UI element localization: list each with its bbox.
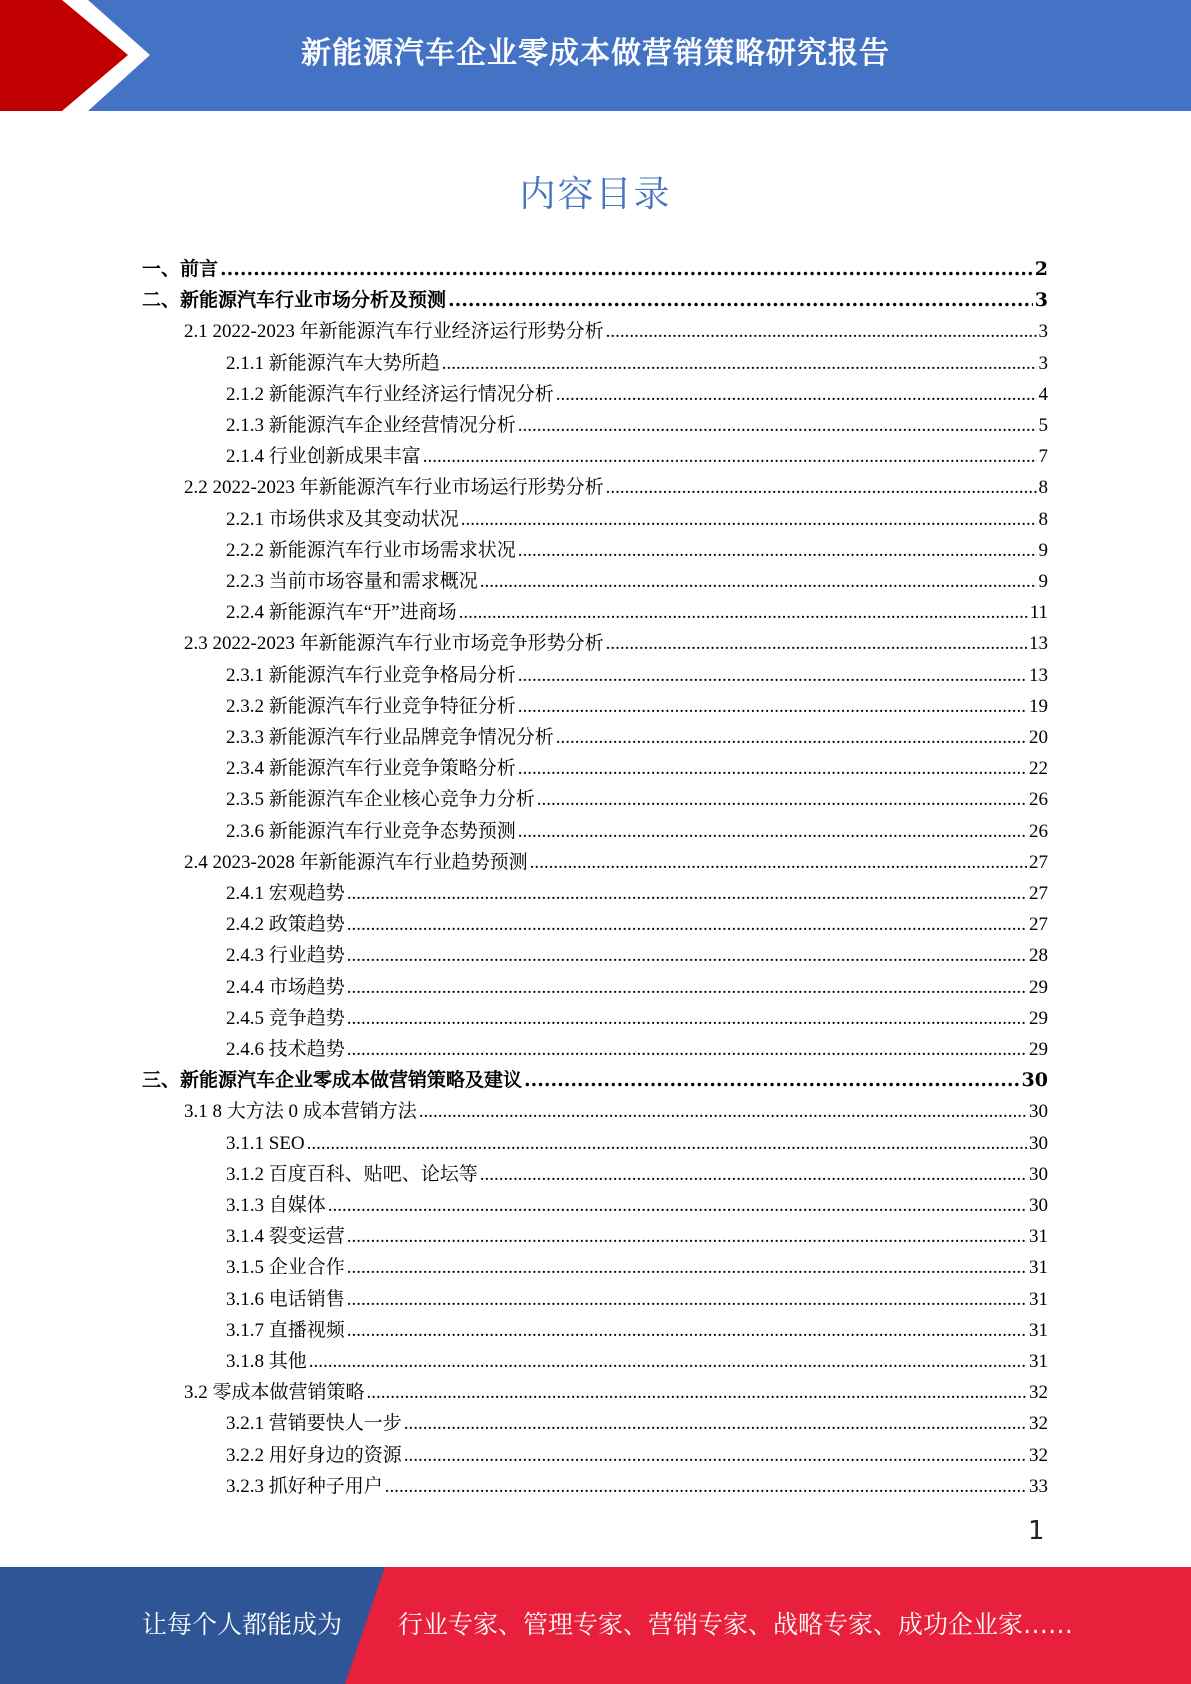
toc-dot-leader — [347, 1221, 1027, 1252]
toc-dot-leader — [367, 1377, 1027, 1408]
toc-entry-page: 27 — [1029, 851, 1048, 873]
toc-entry[interactable] — [142, 1190, 1048, 1221]
toc-entry-page: 8 — [1038, 508, 1048, 530]
toc-entry-page: 11 — [1029, 602, 1048, 624]
toc-entry[interactable] — [142, 1315, 1048, 1346]
toc-entry-label: 2.2.4 新能源汽车“开”进商场 — [226, 602, 457, 624]
toc-dot-leader — [459, 597, 1028, 628]
toc-entry-label: 3.1.7 直播视频 — [226, 1319, 345, 1341]
toc-dot-leader — [606, 316, 1037, 347]
toc-entry-label: 3.1.3 自媒体 — [226, 1195, 326, 1216]
toc-entry-page: 31 — [1029, 1319, 1048, 1341]
toc-dot-leader — [448, 285, 1033, 316]
toc-dot-leader — [347, 1315, 1027, 1346]
toc-entry-label: 2.1.2 新能源汽车行业经济运行情况分析 — [226, 383, 554, 405]
toc-entry[interactable] — [142, 847, 1048, 878]
toc-entry-page: 31 — [1029, 1351, 1048, 1372]
toc-entry[interactable] — [142, 972, 1048, 1003]
toc-entry[interactable] — [142, 878, 1048, 909]
toc-entry-label: 2.1.1 新能源汽车大势所趋 — [226, 352, 440, 374]
toc-entry-label: 2.3 2022-2023 年新能源汽车行业市场竞争形势分析 — [184, 633, 604, 655]
toc-entry[interactable] — [142, 1284, 1048, 1315]
toc-entry[interactable] — [142, 1034, 1048, 1065]
toc-entry-label: 3.2 零成本做营销策略 — [184, 1382, 365, 1404]
toc-entry-page: 20 — [1029, 727, 1048, 748]
toc-dot-leader — [404, 1408, 1027, 1439]
toc-entry-label: 2.4 2023-2028 年新能源汽车行业趋势预测 — [184, 851, 528, 873]
footer-slogan-right: 行业专家、管理专家、营销专家、战略专家、成功企业家…… — [398, 1610, 1074, 1639]
toc-entry[interactable] — [142, 1252, 1048, 1283]
toc-entry-page: 31 — [1029, 1288, 1048, 1310]
toc-dot-leader — [404, 1440, 1027, 1471]
toc-entry-page: 29 — [1029, 1039, 1048, 1060]
toc-entry-page: 13 — [1029, 664, 1048, 686]
toc-dot-leader — [556, 379, 1037, 410]
toc-entry-label: 一、前言 — [142, 258, 219, 280]
toc-entry-page: 9 — [1038, 571, 1048, 592]
toc-dot-leader — [347, 1284, 1027, 1315]
toc-dot-leader — [518, 816, 1027, 847]
toc-entry[interactable] — [142, 504, 1048, 535]
toc-entry[interactable] — [142, 660, 1048, 691]
toc-entry-label: 3.1.5 企业合作 — [226, 1257, 345, 1279]
toc-entry-page: 31 — [1029, 1257, 1048, 1279]
toc-entry[interactable] — [142, 348, 1048, 379]
toc-entry-label: 2.4.4 市场趋势 — [226, 976, 345, 998]
toc-entry-page: 30 — [1029, 1195, 1048, 1216]
toc-entry-page: 26 — [1029, 789, 1048, 811]
toc-entry-label: 三、新能源汽车企业零成本做营销策略及建议 — [142, 1069, 523, 1092]
toc-dot-leader — [309, 1346, 1027, 1377]
toc-entry[interactable] — [142, 1408, 1048, 1439]
toc-entry-page: 4 — [1038, 383, 1048, 405]
toc-dot-leader — [480, 566, 1037, 597]
toc-entry-label: 2.1.3 新能源汽车企业经营情况分析 — [226, 415, 516, 436]
toc-entry-page: 7 — [1038, 446, 1048, 468]
toc-entry-label: 2.2 2022-2023 年新能源汽车行业市场运行形势分析 — [184, 477, 604, 499]
toc-entry-label: 2.2.2 新能源汽车行业市场需求状况 — [226, 539, 516, 561]
toc-dot-leader — [347, 1034, 1027, 1065]
toc-entry-page: 26 — [1029, 820, 1048, 842]
toc-entry-label: 2.2.1 市场供求及其变动状况 — [226, 508, 459, 530]
toc-entry-page: 13 — [1029, 633, 1048, 655]
toc-entry-page: 29 — [1029, 976, 1048, 998]
toc-dot-leader — [606, 472, 1037, 503]
toc-entry[interactable] — [142, 1440, 1048, 1471]
toc-entry[interactable] — [142, 1346, 1048, 1377]
toc-dot-leader — [347, 878, 1027, 909]
footer-banner — [0, 1567, 1191, 1684]
toc-entry-page: 22 — [1029, 758, 1048, 780]
toc-entry-label: 2.3.4 新能源汽车行业竞争策略分析 — [226, 758, 516, 780]
toc-dot-leader — [518, 410, 1037, 441]
page-number: 1 — [1028, 1516, 1045, 1546]
toc-entry[interactable] — [142, 940, 1048, 971]
toc-dot-leader — [347, 940, 1027, 971]
toc-dot-leader — [524, 1065, 1020, 1096]
toc-entry-page: 30 — [1021, 1069, 1048, 1092]
toc-dot-leader — [530, 847, 1027, 878]
toc-dot-leader — [347, 972, 1027, 1003]
toc-entry[interactable] — [142, 1471, 1048, 1502]
toc-entry-page: 5 — [1038, 415, 1048, 436]
toc-entry-page: 19 — [1029, 695, 1048, 717]
footer-slogan-left: 让每个人都能成为 — [142, 1610, 343, 1639]
toc-entry-label: 2.3.6 新能源汽车行业竞争态势预测 — [226, 820, 516, 842]
toc-entry-page: 2 — [1034, 258, 1048, 280]
toc-entry[interactable] — [142, 535, 1048, 566]
toc-dot-leader — [537, 784, 1027, 815]
toc-dot-leader — [442, 348, 1037, 379]
toc-dot-leader — [347, 1252, 1027, 1283]
toc-entry-label: 2.3.3 新能源汽车行业品牌竞争情况分析 — [226, 727, 554, 748]
toc-entry-page: 32 — [1029, 1444, 1048, 1466]
toc-entry-page: 3 — [1038, 352, 1048, 374]
toc-entry-label: 2.1.4 行业创新成果丰富 — [226, 446, 421, 468]
toc-dot-leader — [385, 1471, 1027, 1502]
toc-entry[interactable] — [142, 816, 1048, 847]
toc-entry-label: 3.1.6 电话销售 — [226, 1288, 345, 1310]
toc-entry[interactable] — [142, 441, 1048, 472]
toc-entry[interactable] — [142, 784, 1048, 815]
toc-entry[interactable] — [142, 722, 1048, 753]
toc-entry-label: 3.2.1 营销要快人一步 — [226, 1413, 402, 1435]
toc-entry[interactable] — [142, 1065, 1048, 1096]
toc-entry-label: 2.1 2022-2023 年新能源汽车行业经济运行形势分析 — [184, 321, 604, 343]
toc-dot-leader — [461, 504, 1037, 535]
toc-entry-label: 2.3.5 新能源汽车企业核心竞争力分析 — [226, 789, 535, 811]
toc-entry[interactable] — [142, 909, 1048, 940]
toc-dot-leader — [556, 722, 1027, 753]
toc-dot-leader — [606, 628, 1027, 659]
toc-entry-page: 8 — [1038, 477, 1048, 499]
toc-dot-leader — [518, 660, 1027, 691]
toc-dot-leader — [220, 254, 1033, 285]
toc-entry-label: 2.4.6 技术趋势 — [226, 1039, 345, 1060]
toc-entry-page: 30 — [1029, 1163, 1048, 1185]
toc-entry-label: 2.2.3 当前市场容量和需求概况 — [226, 571, 478, 592]
toc-entry-label: 3.1 8 大方法 0 成本营销方法 — [184, 1101, 417, 1123]
toc-dot-leader — [419, 1096, 1027, 1127]
toc-entry-page: 3 — [1038, 321, 1048, 343]
toc-entry-page: 27 — [1029, 914, 1048, 936]
toc-entry-page: 29 — [1029, 1007, 1048, 1029]
toc-entry-label: 3.1.4 裂变运营 — [226, 1226, 345, 1248]
toc-entry[interactable] — [142, 1003, 1048, 1034]
toc-entry-page: 30 — [1029, 1132, 1048, 1154]
toc-entry-label: 3.1.1 SEO — [226, 1132, 305, 1154]
toc-entry-page: 31 — [1029, 1226, 1048, 1248]
toc-entry[interactable] — [142, 254, 1048, 285]
toc-heading: 内容目录 — [519, 174, 672, 215]
toc-entry[interactable] — [142, 285, 1048, 316]
toc-entry[interactable] — [142, 379, 1048, 410]
toc-entry-label: 2.4.3 行业趋势 — [226, 945, 345, 967]
toc-entry[interactable] — [142, 597, 1048, 628]
toc-entry[interactable] — [142, 1221, 1048, 1252]
toc-entry-label: 3.2.3 抓好种子用户 — [226, 1475, 383, 1497]
toc-entry[interactable] — [142, 472, 1048, 503]
toc-entry-page: 27 — [1029, 883, 1048, 904]
toc-entry[interactable] — [142, 753, 1048, 784]
toc-entry-label: 3.1.8 其他 — [226, 1351, 307, 1372]
toc-dot-leader — [347, 909, 1027, 940]
toc-entry-page: 28 — [1029, 945, 1048, 967]
toc-entry[interactable] — [142, 1159, 1048, 1190]
toc-dot-leader — [328, 1190, 1027, 1221]
toc-entry-label: 2.4.2 政策趋势 — [226, 914, 345, 936]
toc-entry-label: 2.4.1 宏观趋势 — [226, 883, 345, 904]
toc-entry[interactable] — [142, 316, 1048, 347]
toc-entry-label: 2.3.2 新能源汽车行业竞争特征分析 — [226, 695, 516, 717]
toc-entry[interactable] — [142, 566, 1048, 597]
report-title: 新能源汽车企业零成本做营销策略研究报告 — [301, 36, 890, 71]
toc-entry-label: 二、新能源汽车行业市场分析及预测 — [142, 289, 447, 312]
toc-entry-page: 30 — [1029, 1101, 1048, 1123]
toc-entry-label: 2.4.5 竞争趋势 — [226, 1007, 345, 1029]
toc-entry-label: 3.1.2 百度百科、贴吧、论坛等 — [226, 1163, 478, 1185]
toc-entry-page: 32 — [1029, 1413, 1048, 1435]
toc-dot-leader — [423, 441, 1037, 472]
toc-entry[interactable] — [142, 691, 1048, 722]
toc-entry[interactable] — [142, 628, 1048, 659]
toc-entry-page: 33 — [1029, 1475, 1048, 1497]
toc-dot-leader — [480, 1159, 1027, 1190]
toc-entry-page: 32 — [1029, 1382, 1048, 1404]
toc-dot-leader — [518, 691, 1027, 722]
toc-dot-leader — [347, 1003, 1027, 1034]
toc-entry-label: 2.3.1 新能源汽车行业竞争格局分析 — [226, 664, 516, 686]
header-banner — [0, 0, 1191, 111]
toc-entry[interactable] — [142, 1128, 1048, 1159]
toc-entry[interactable] — [142, 1096, 1048, 1127]
toc-entry[interactable] — [142, 1377, 1048, 1408]
toc-entry-page: 9 — [1038, 539, 1048, 561]
toc-entry-label: 3.2.2 用好身边的资源 — [226, 1444, 402, 1466]
toc-dot-leader — [518, 753, 1027, 784]
toc-entry[interactable] — [142, 410, 1048, 441]
toc-dot-leader — [307, 1128, 1027, 1159]
toc-entry-page: 3 — [1034, 289, 1048, 312]
toc-dot-leader — [518, 535, 1037, 566]
